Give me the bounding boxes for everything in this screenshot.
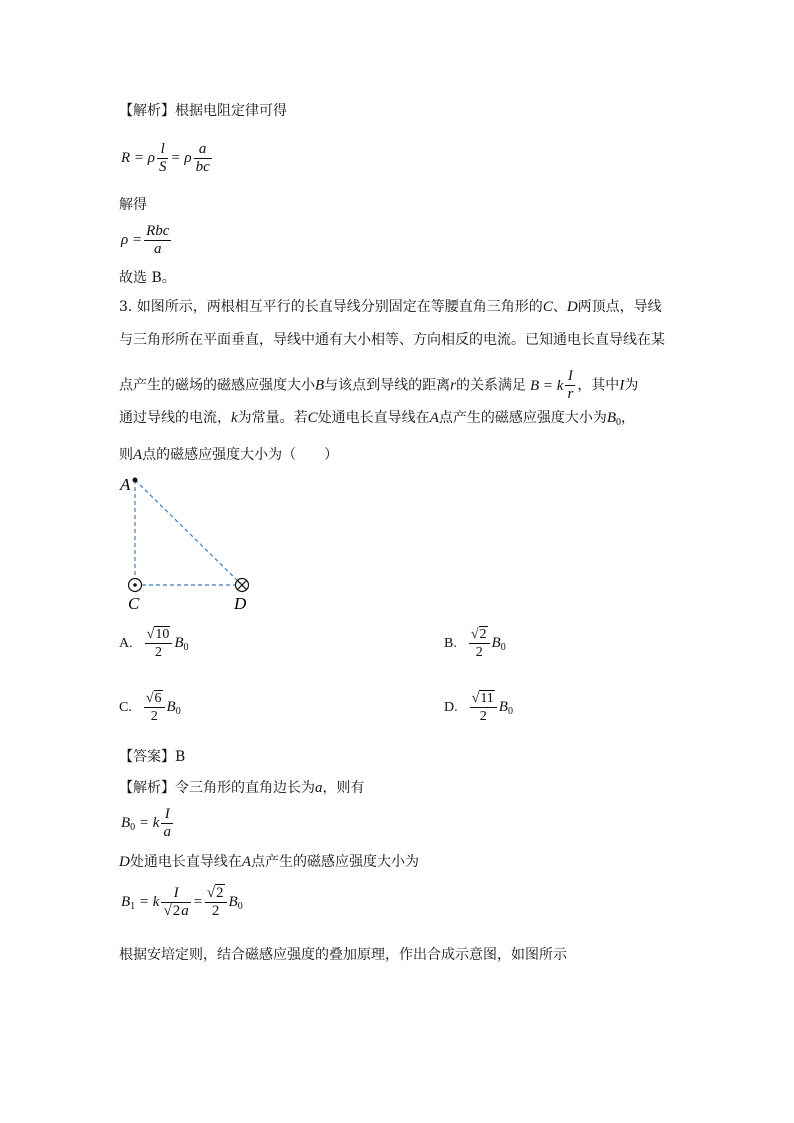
option-d[interactable]: D. $\frac{√11}{2}$ $B_0$ <box>444 691 513 724</box>
current-in-icon <box>236 579 249 592</box>
line-D-field: D处通电长直导线在A点产生的磁感应强度大小为 <box>119 854 420 870</box>
equation-b1: $B_1 = k$ $\frac{I}{√2a}$ = $\frac{√2}{2}$ $B_0$ <box>121 885 243 919</box>
current-out-icon <box>129 579 142 592</box>
analysis-tag: 【解析】 <box>119 103 175 119</box>
question-line-3: 点产生的磁场的磁感应强度大小B与该点到导线的距离r的关系满足 B = k $\frac{I}{r}$ ，其中I为 <box>119 368 639 402</box>
final-text: 根据安培定则，结合磁感应强度的叠加原理，作出合成示意图，如图所示 <box>119 947 567 963</box>
analysis-2-heading: 【解析】令三角形的直角边长为a，则有 <box>119 780 365 796</box>
equation-resistance: R = ρ $\frac{l}{S}$ = ρ $\frac{a}{bc}$ <box>121 141 210 175</box>
option-c[interactable]: C. $\frac{√6}{2}$ $B_0$ <box>119 691 181 724</box>
question-line-2: 与三角形所在平面垂直，导线中通有大小相等、方向相反的电流。已知通电长直导线在某 <box>119 332 665 348</box>
point-A <box>133 478 138 483</box>
label-A: A <box>120 475 131 494</box>
triangle-figure <box>112 470 272 615</box>
answer: 【答案】B <box>119 749 186 765</box>
conclusion-1: 故选 B。 <box>119 270 176 286</box>
question-line-4: 通过导线的电流，k为常量。若C处通电长直导线在A点产生的磁感应强度大小为$B_0$， <box>119 410 636 428</box>
question-line-1: 3. 如图所示，两根相互平行的长直导线分别固定在等腰直角三角形的C、D两顶点，导线 <box>119 299 662 315</box>
analysis-1-heading: 【解析】根据电阻定律可得 <box>119 103 287 119</box>
label-C: C <box>128 594 140 613</box>
option-a[interactable]: A. $\frac{√10}{2}$ $B_0$ <box>119 627 189 660</box>
equation-b0: $B_0 = k$ $\frac{I}{a}$ <box>121 806 171 840</box>
equation-rho: ρ = $\frac{\text{Rbc}}{a}$ <box>121 223 170 257</box>
label-D: D <box>234 594 247 613</box>
solve-label: 解得 <box>119 197 147 213</box>
option-b[interactable]: B. $\frac{√2}{2}$ $B_0$ <box>444 627 506 660</box>
edge-AD <box>135 480 242 585</box>
question-line-5: 则A点的磁感应强度大小为（ ） <box>119 447 339 463</box>
